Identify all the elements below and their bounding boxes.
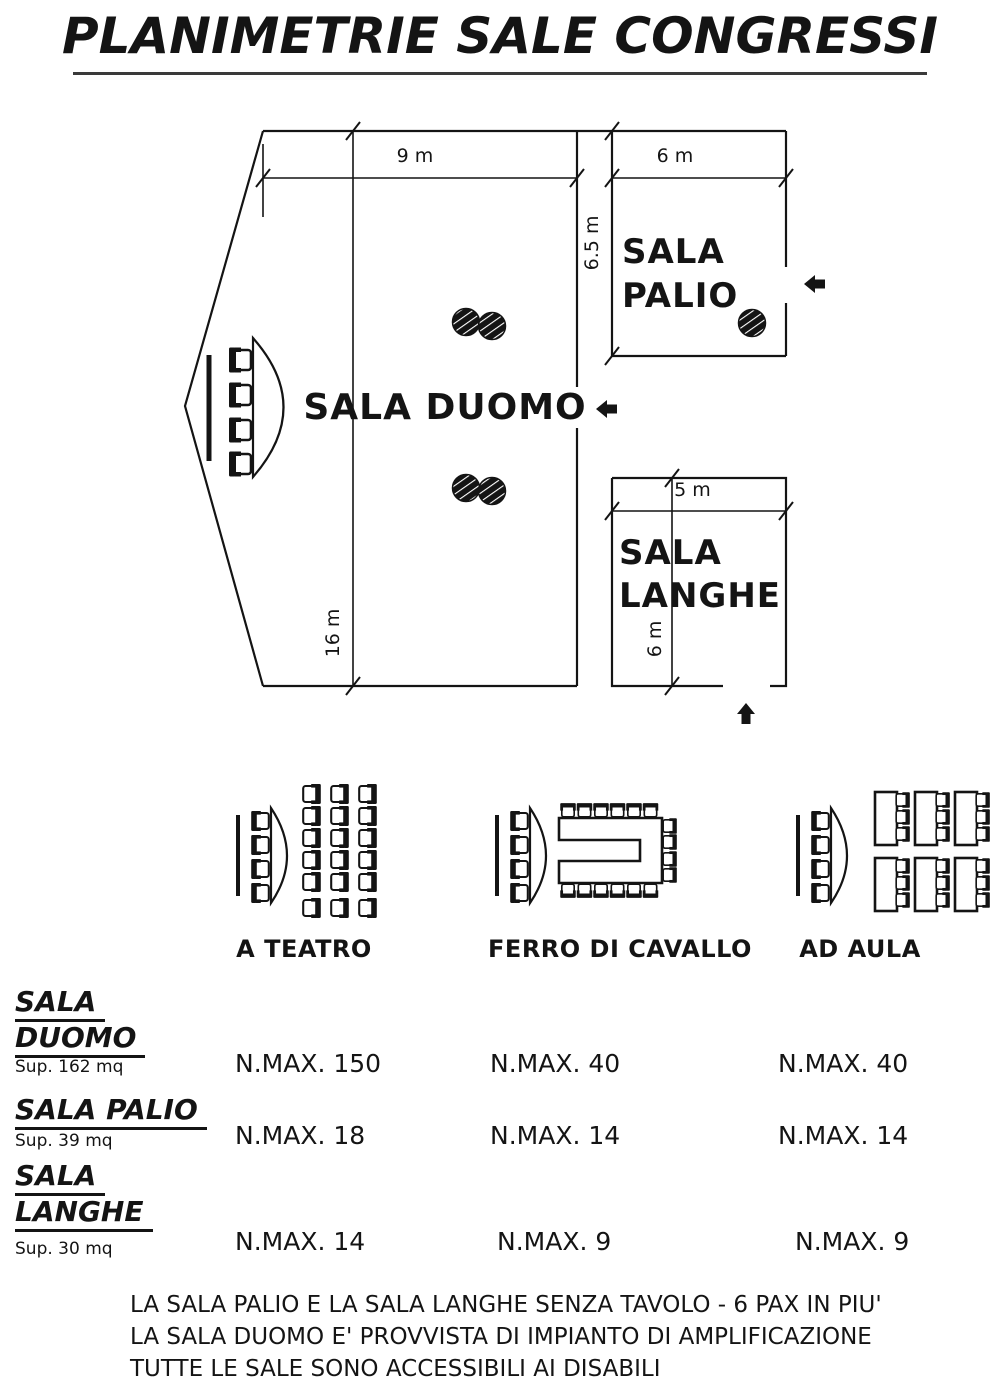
chair-icon	[896, 858, 910, 874]
table-icon	[955, 858, 977, 911]
footer-note: LA SALA DUOMO E' PROVVISTA DI IMPIANTO DI AMPLIFICAZIONE	[130, 1324, 872, 1350]
chair-icon	[976, 792, 990, 808]
room-label-sala-langhe-line1: SALA	[619, 533, 722, 573]
chair-icon	[663, 867, 677, 883]
chair-icon	[936, 809, 950, 825]
capacity-value: N.MAX. 18	[235, 1121, 366, 1150]
footer-note: LA SALA PALIO E LA SALA LANGHE SENZA TAVOLO - 6 PAX IN PIU'	[130, 1292, 882, 1318]
podium-icon	[238, 808, 287, 903]
chair-icon	[610, 884, 626, 898]
room-name-text: SALA	[15, 986, 105, 1022]
chair-icon	[896, 875, 910, 891]
chair-icon	[896, 892, 910, 908]
dim-label-6-5m: 6.5 m	[581, 215, 604, 271]
chair-icon	[331, 898, 349, 918]
round-table-icon	[453, 475, 480, 502]
table-icon	[875, 792, 897, 845]
chair-icon	[331, 872, 349, 892]
chair-icon	[331, 806, 349, 826]
table-icon	[915, 792, 937, 845]
footer-note: TUTTE LE SALE SONO ACCESSIBILI AI DISABILI	[130, 1356, 661, 1382]
chair-icon	[593, 884, 609, 898]
capacity-value: N.MAX. 14	[235, 1227, 366, 1256]
podium-icon	[798, 808, 847, 903]
chair-icon	[936, 858, 950, 874]
room-name-text: DUOMO	[15, 1022, 145, 1058]
room-label-sala-duomo: SALA DUOMO	[303, 387, 587, 428]
chair-icon	[976, 858, 990, 874]
capacity-value: N.MAX. 40	[490, 1049, 621, 1078]
chair-icon	[976, 875, 990, 891]
arrangement-label-a-teatro: A TEATRO	[236, 935, 372, 963]
dim-label-9m: 9 m	[396, 145, 434, 167]
theatre-chair-grid	[303, 784, 377, 918]
capacity-surface: Sup. 39 mq	[15, 1131, 113, 1151]
round-table-icon	[739, 310, 766, 337]
dim-label-5m: 5 m	[674, 479, 711, 501]
capacity-room-name	[15, 1022, 145, 1058]
chair-icon	[663, 851, 677, 867]
room-name-text: SALA	[15, 1160, 105, 1196]
classroom-tables	[875, 792, 990, 911]
entrance-arrow-icon	[737, 703, 755, 724]
dim-label-6m: 6 m	[656, 145, 694, 167]
capacity-room-name	[15, 1196, 153, 1232]
chair-icon	[229, 383, 251, 408]
chair-icon	[663, 834, 677, 850]
wall-duomo-bay	[185, 131, 263, 686]
podium-icon	[497, 808, 546, 903]
chair-icon	[643, 884, 659, 898]
chair-icon	[643, 803, 659, 817]
scheme-ferro-di-cavallo	[497, 803, 677, 903]
dim-label-6m-langhe: 6 m	[644, 620, 667, 658]
capacity-value: N.MAX. 9	[497, 1227, 612, 1256]
chair-icon	[359, 806, 377, 826]
arrangement-label-ferro-di-cavallo: FERRO DI CAVALLO	[488, 935, 752, 963]
capacity-room-name	[15, 986, 105, 1022]
chair-icon	[560, 884, 576, 898]
room-name-text: SALA PALIO	[15, 1094, 207, 1130]
capacity-room-name	[15, 1094, 207, 1130]
chair-icon	[976, 809, 990, 825]
chair-icon	[976, 892, 990, 908]
chair-icon	[560, 803, 576, 817]
room-label-sala-palio-line1: SALA	[622, 232, 725, 272]
chair-icon	[229, 452, 251, 477]
chair-icon	[976, 826, 990, 842]
scheme-a-teatro	[238, 784, 377, 918]
chair-icon	[229, 418, 251, 443]
chair-icon	[896, 826, 910, 842]
arrangement-label-ad-aula: AD AULA	[799, 935, 921, 963]
room-label-sala-palio-line2: PALIO	[622, 276, 739, 316]
duomo-podium	[209, 338, 284, 477]
chair-icon	[331, 850, 349, 870]
chair-icon	[896, 809, 910, 825]
title-underline	[73, 72, 927, 75]
chair-icon	[303, 806, 321, 826]
chair-icon	[626, 803, 642, 817]
chair-icon	[303, 784, 321, 804]
chair-icon	[359, 872, 377, 892]
chair-icon	[331, 784, 349, 804]
chair-icon	[359, 784, 377, 804]
chair-icon	[896, 792, 910, 808]
page-title: PLANIMETRIE SALE CONGRESSI	[61, 7, 939, 65]
table-icon	[875, 858, 897, 911]
u-table-icon	[559, 818, 662, 883]
capacity-surface: Sup. 162 mq	[15, 1057, 124, 1077]
table-icon	[955, 792, 977, 845]
chair-icon	[936, 826, 950, 842]
chair-icon	[663, 818, 677, 834]
capacity-room-name	[15, 1160, 105, 1196]
chair-icon	[229, 348, 251, 373]
scheme-ad-aula	[798, 792, 990, 911]
room-name-text: LANGHE	[15, 1196, 153, 1232]
round-table-icon	[453, 309, 480, 336]
chair-icon	[303, 850, 321, 870]
chair-icon	[936, 892, 950, 908]
chair-icon	[359, 898, 377, 918]
table-icon	[915, 858, 937, 911]
chair-icon	[626, 884, 642, 898]
chair-icon	[577, 803, 593, 817]
chair-icon	[936, 792, 950, 808]
capacity-value: N.MAX. 14	[490, 1121, 621, 1150]
chair-icon	[303, 898, 321, 918]
chair-icon	[359, 850, 377, 870]
chair-icon	[577, 884, 593, 898]
chair-icon	[303, 872, 321, 892]
capacity-value: N.MAX. 40	[778, 1049, 909, 1078]
round-table-icon	[479, 478, 506, 505]
speaker-table-icon	[253, 338, 284, 477]
dim-label-16m: 16 m	[322, 608, 345, 658]
chair-icon	[610, 803, 626, 817]
room-label-sala-langhe-line2: LANGHE	[619, 576, 782, 616]
chair-icon	[593, 803, 609, 817]
entrance-arrow-icon	[596, 400, 617, 418]
round-table-icon	[479, 313, 506, 340]
chair-icon	[303, 828, 321, 848]
capacity-surface: Sup. 30 mq	[15, 1239, 113, 1259]
chair-icon	[331, 828, 349, 848]
capacity-value: N.MAX. 9	[795, 1227, 910, 1256]
chair-icon	[936, 875, 950, 891]
capacity-value: N.MAX. 14	[778, 1121, 909, 1150]
entrance-arrow-icon	[804, 275, 825, 293]
chair-icon	[359, 828, 377, 848]
capacity-value: N.MAX. 150	[235, 1049, 382, 1078]
